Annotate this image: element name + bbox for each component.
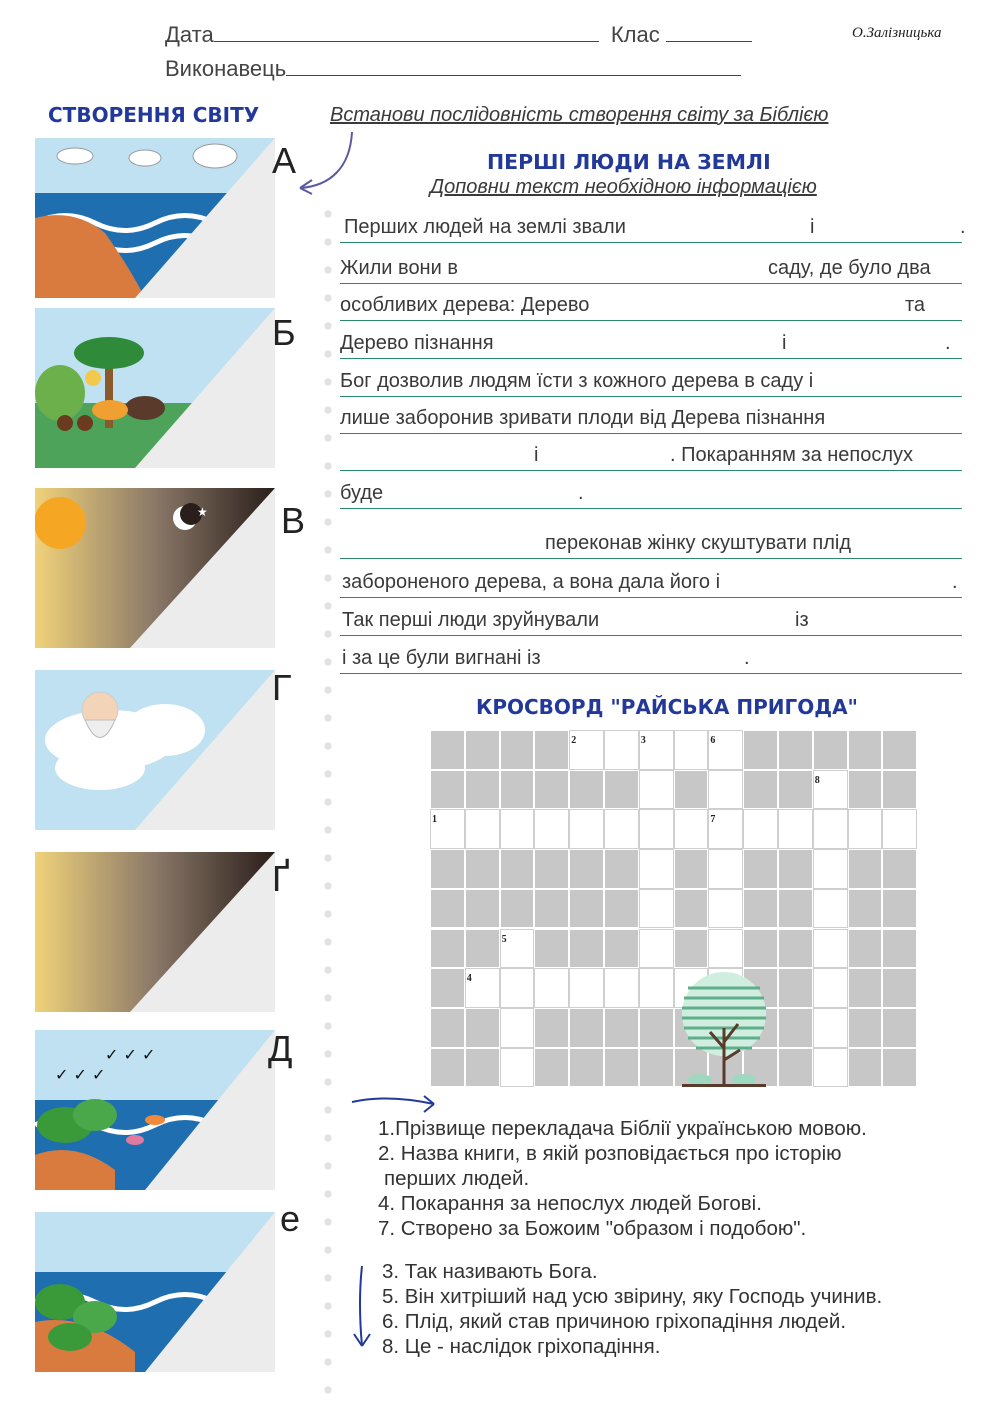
crossword-cell-blocked (534, 1048, 569, 1088)
crossword-cell-open[interactable] (639, 809, 674, 849)
crossword-cell-blocked (882, 730, 917, 770)
crossword-cell-blocked (534, 929, 569, 969)
crossword-cell-open[interactable] (708, 809, 743, 849)
line-6-text: лише заборонив зривати плоди від Дерева пізнання (340, 407, 826, 429)
crossword-clue-number: 7 (710, 814, 716, 826)
crossword-cell-open[interactable] (674, 730, 709, 770)
across-clue-4: 4. Покарання за непослух людей Богові. (378, 1192, 762, 1215)
down-clue-8: 8. Це - наслідок гріхопадіння. (382, 1335, 661, 1358)
crossword-cell-blocked (430, 889, 465, 929)
crossword-cell-blocked (848, 730, 883, 770)
crossword-cell-blocked (848, 889, 883, 929)
creation-panel-g (35, 852, 275, 1012)
crossword-cell-open[interactable] (639, 730, 674, 770)
crossword-cell-open[interactable] (813, 809, 848, 849)
crossword-cell-blocked (465, 929, 500, 969)
down-arrow-icon (348, 1262, 378, 1354)
line-3-and: та (905, 294, 926, 316)
crossword-clue-number: 6 (710, 735, 716, 746)
crossword-cell-blocked (604, 1048, 639, 1088)
crossword-cell-open[interactable] (569, 730, 604, 770)
label-v: В (281, 500, 306, 541)
crossword-cell-blocked (430, 968, 465, 1008)
line-3-text: особливих дерева: Дерево (340, 294, 590, 316)
crossword-clue-number: 1 (432, 814, 437, 826)
text-line-12[interactable] (340, 643, 962, 674)
crossword-cell-blocked (430, 929, 465, 969)
crossword-cell-open[interactable] (534, 968, 569, 1008)
class-blank[interactable] (666, 41, 752, 42)
crossword-clue-number: 3 (640, 735, 646, 746)
text-line-4[interactable] (340, 328, 962, 359)
crossword-cell-blocked (848, 1048, 883, 1088)
creation-panel-a (35, 138, 275, 298)
crossword-cell-blocked (500, 849, 535, 889)
crossword-cell-blocked (500, 730, 535, 770)
crossword-cell-blocked (604, 889, 639, 929)
curved-arrow-icon (290, 128, 370, 198)
crossword-cell-open[interactable] (465, 809, 500, 849)
crossword-cell-blocked (465, 1008, 500, 1048)
date-blank[interactable] (214, 41, 599, 42)
crossword-cell-blocked (534, 1008, 569, 1048)
crossword-cell-open[interactable] (708, 889, 743, 929)
text-line-3[interactable] (340, 290, 962, 321)
crossword-cell-open[interactable] (430, 809, 465, 849)
crossword-cell-blocked (882, 929, 917, 969)
text-line-5 (340, 366, 962, 397)
crossword-cell-open[interactable] (813, 849, 848, 889)
class-label: Клас (610, 22, 660, 47)
date-field (165, 22, 752, 48)
line-4-end: . (945, 332, 951, 354)
creation-panel-h (35, 670, 275, 830)
crossword-cell-blocked (430, 730, 465, 770)
crossword-grid[interactable] (430, 730, 917, 1087)
crossword-cell-blocked (778, 1048, 813, 1088)
crossword-cell-open[interactable] (500, 1008, 535, 1048)
crossword-cell-blocked (778, 849, 813, 889)
text-line-8[interactable] (340, 478, 962, 509)
crossword-cell-blocked (882, 1008, 917, 1048)
sea-land-illustration (35, 138, 275, 298)
crossword-cell-blocked (639, 1048, 674, 1088)
creation-panel-v (35, 488, 275, 648)
text-line-7[interactable] (340, 440, 962, 471)
crossword-cell-open[interactable] (534, 809, 569, 849)
text-line-2[interactable] (340, 253, 962, 284)
crossword-cell-blocked (604, 929, 639, 969)
label-h: Г (272, 667, 292, 708)
performer-field (165, 56, 741, 82)
crossword-cell-blocked (604, 770, 639, 810)
line-11-from: із (795, 609, 809, 631)
across-clue-7: 7. Створено за Божоим "образом і подобою". (378, 1217, 807, 1240)
line-4-and: і (782, 332, 787, 354)
across-clue-2: 2. Назва книги, в якій розповідається про історію (378, 1142, 842, 1165)
svg-text:✓ ✓ ✓: ✓ ✓ ✓ (55, 1065, 106, 1084)
light-darkness-illustration (35, 852, 275, 1012)
crossword-cell-blocked (430, 770, 465, 810)
crossword-cell-blocked (848, 929, 883, 969)
crossword-cell-blocked (743, 889, 778, 929)
crossword-cell-blocked (500, 770, 535, 810)
garden-animals-illustration (35, 308, 275, 468)
crossword-cell-open[interactable] (813, 1008, 848, 1048)
crossword-cell-open[interactable] (500, 968, 535, 1008)
first-people-instruction: Доповни текст необхідною інформацією (430, 176, 817, 198)
crossword-clue-number: 4 (466, 973, 472, 985)
crossword-cell-blocked (430, 1008, 465, 1048)
crossword-cell-open[interactable] (708, 849, 743, 889)
label-b: Б (272, 312, 296, 353)
crossword-cell-blocked (465, 849, 500, 889)
crossword-cell-blocked (639, 1008, 674, 1048)
down-clue-3: 3. Так називають Бога. (382, 1260, 598, 1283)
crossword-cell-blocked (882, 1048, 917, 1088)
crossword-cell-open[interactable] (639, 770, 674, 810)
crossword-clue-number: 5 (501, 933, 507, 945)
crossword-cell-open[interactable] (708, 929, 743, 969)
crossword-cell-open[interactable] (465, 968, 500, 1008)
crossword-cell-blocked (882, 968, 917, 1008)
crossword-cell-blocked (848, 1008, 883, 1048)
label-g: Ґ (272, 858, 290, 899)
text-line-6 (340, 403, 962, 434)
crossword-cell-open[interactable] (569, 968, 604, 1008)
crossword-cell-blocked (778, 889, 813, 929)
performer-label: Виконавець (165, 56, 287, 81)
crossword-cell-open[interactable] (813, 929, 848, 969)
crossword-cell-blocked (743, 770, 778, 810)
line-12-end: . (744, 647, 750, 669)
crossword-cell-open[interactable] (569, 809, 604, 849)
crossword-cell-blocked (778, 730, 813, 770)
crossword-cell-open[interactable] (778, 809, 813, 849)
crossword-title: КРОСВОРД "РАЙСЬКА ПРИГОДА" (476, 695, 858, 719)
line-8-text: буде (340, 482, 384, 504)
crossword-cell-open[interactable] (639, 968, 674, 1008)
label-a: А (272, 140, 297, 181)
label-e: е (280, 1198, 301, 1239)
crossword-cell-open[interactable] (882, 809, 917, 849)
crossword-cell-open[interactable] (639, 929, 674, 969)
crossword-cell-blocked (500, 889, 535, 929)
line-7-and: і (534, 444, 539, 466)
crossword-cell-blocked (569, 770, 604, 810)
down-clue-5: 5. Він хитріший над усю звірину, яку Господь учинив. (382, 1285, 883, 1308)
crossword-cell-blocked (604, 1008, 639, 1048)
crossword-cell-blocked (743, 929, 778, 969)
line-1-end: . (960, 216, 966, 238)
crossword-cell-open[interactable] (813, 889, 848, 929)
crossword-cell-blocked (848, 770, 883, 810)
crossword-cell-blocked (465, 1048, 500, 1088)
crossword-cell-blocked (430, 849, 465, 889)
line-5-text: Бог дозволив людям їсти з кожного дерева в саду і (340, 370, 814, 392)
crossword-cell-open[interactable] (674, 809, 709, 849)
crossword-cell-open[interactable] (639, 849, 674, 889)
across-clue-2-cont: перших людей. (384, 1167, 530, 1190)
crossword-cell-blocked (569, 849, 604, 889)
birds-fish-illustration (35, 1030, 275, 1190)
author-signature: О.Залізницька (852, 25, 942, 41)
line-10-end: . (952, 571, 958, 593)
text-line-9[interactable] (340, 528, 962, 559)
across-clue-1: 1.Прізвище перекладача Біблії українською мовою. (378, 1117, 867, 1140)
creation-instruction: Встанови послідовність створення світу за Біблією (330, 104, 829, 126)
crossword-cell-blocked (569, 889, 604, 929)
text-line-1[interactable] (340, 212, 966, 243)
line-9-text: переконав жінку скуштувати плід (545, 532, 852, 554)
tree-icon (678, 968, 770, 1090)
crossword-cell-blocked (778, 770, 813, 810)
line-2-text: Жили вони в (340, 257, 458, 279)
crossword-cell-open[interactable] (813, 770, 848, 810)
first-people-title: ПЕРШІ ЛЮДИ НА ЗЕМЛІ (487, 150, 771, 174)
line-10-text: забороненого дерева, а вона дала його і (342, 571, 721, 593)
crossword-cell-blocked (848, 849, 883, 889)
line-11-text: Так перші люди зруйнували (342, 609, 600, 631)
line-8-end: . (578, 482, 584, 504)
crossword-cell-open[interactable] (500, 929, 535, 969)
svg-text:★: ★ (197, 505, 208, 519)
text-line-11[interactable] (340, 605, 962, 636)
sun-moon-illustration (35, 488, 275, 648)
crossword-cell-blocked (465, 730, 500, 770)
crossword-cell-open[interactable] (813, 968, 848, 1008)
creation-title: СТВОРЕННЯ СВІТУ (48, 103, 260, 127)
crossword-cell-open[interactable] (604, 730, 639, 770)
svg-text:✓ ✓ ✓: ✓ ✓ ✓ (105, 1045, 156, 1064)
crossword-cell-blocked (604, 849, 639, 889)
crossword-cell-blocked (674, 929, 709, 969)
crossword-cell-open[interactable] (604, 809, 639, 849)
crossword-cell-blocked (778, 1008, 813, 1048)
creation-panel-b (35, 308, 275, 468)
crossword-cell-blocked (674, 849, 709, 889)
crossword-cell-blocked (882, 770, 917, 810)
crossword-cell-open[interactable] (848, 809, 883, 849)
crossword-cell-open[interactable] (500, 1048, 535, 1088)
line-4-text: Дерево пізнання (340, 332, 494, 354)
date-label: Дата (165, 22, 214, 47)
crossword-cell-blocked (743, 730, 778, 770)
line-1-and: і (810, 216, 815, 238)
crossword-cell-blocked (430, 1048, 465, 1088)
crossword-cell-open[interactable] (500, 809, 535, 849)
crossword-cell-blocked (778, 968, 813, 1008)
crossword-clue-number: 8 (814, 774, 820, 786)
crossword-cell-blocked (569, 929, 604, 969)
crossword-cell-blocked (534, 770, 569, 810)
crossword-cell-blocked (569, 1048, 604, 1088)
crossword-cell-blocked (674, 889, 709, 929)
crossword-cell-blocked (882, 849, 917, 889)
label-d: Д (268, 1028, 293, 1069)
down-clue-6: 6. Плід, який став причиною гріхопадіння людей. (382, 1310, 847, 1333)
crossword-clue-number: 2 (571, 735, 577, 746)
line-2-end: саду, де було два (768, 257, 931, 279)
performer-blank[interactable] (286, 75, 741, 76)
creation-panel-e (35, 1212, 275, 1372)
crossword-cell-blocked (534, 849, 569, 889)
crossword-cell-blocked (778, 929, 813, 969)
crossword-cell-blocked (465, 889, 500, 929)
crossword-cell-open[interactable] (743, 809, 778, 849)
notebook-binding-dots (322, 200, 334, 1410)
line-7-text: . Покаранням за непослух (670, 444, 914, 466)
crossword-cell-open[interactable] (708, 770, 743, 810)
crossword-cell-blocked (813, 730, 848, 770)
crossword-cell-blocked (569, 1008, 604, 1048)
crossword-cell-blocked (743, 849, 778, 889)
line-1-text: Перших людей на землі звали (344, 216, 626, 238)
crossword-cell-open[interactable] (604, 968, 639, 1008)
crossword-cell-blocked (848, 968, 883, 1008)
line-12-text: і за це були вигнані із (342, 647, 541, 669)
crossword-cell-blocked (534, 730, 569, 770)
crossword-cell-blocked (674, 770, 709, 810)
god-clouds-illustration (35, 670, 275, 830)
crossword-cell-blocked (465, 770, 500, 810)
crossword-cell-open[interactable] (639, 889, 674, 929)
crossword-cell-open[interactable] (813, 1048, 848, 1088)
text-line-10[interactable] (340, 567, 962, 598)
crossword-cell-open[interactable] (708, 730, 743, 770)
plants-illustration (35, 1212, 275, 1372)
creation-panel-d (35, 1030, 275, 1190)
crossword-cell-blocked (534, 889, 569, 929)
crossword-cell-blocked (882, 889, 917, 929)
